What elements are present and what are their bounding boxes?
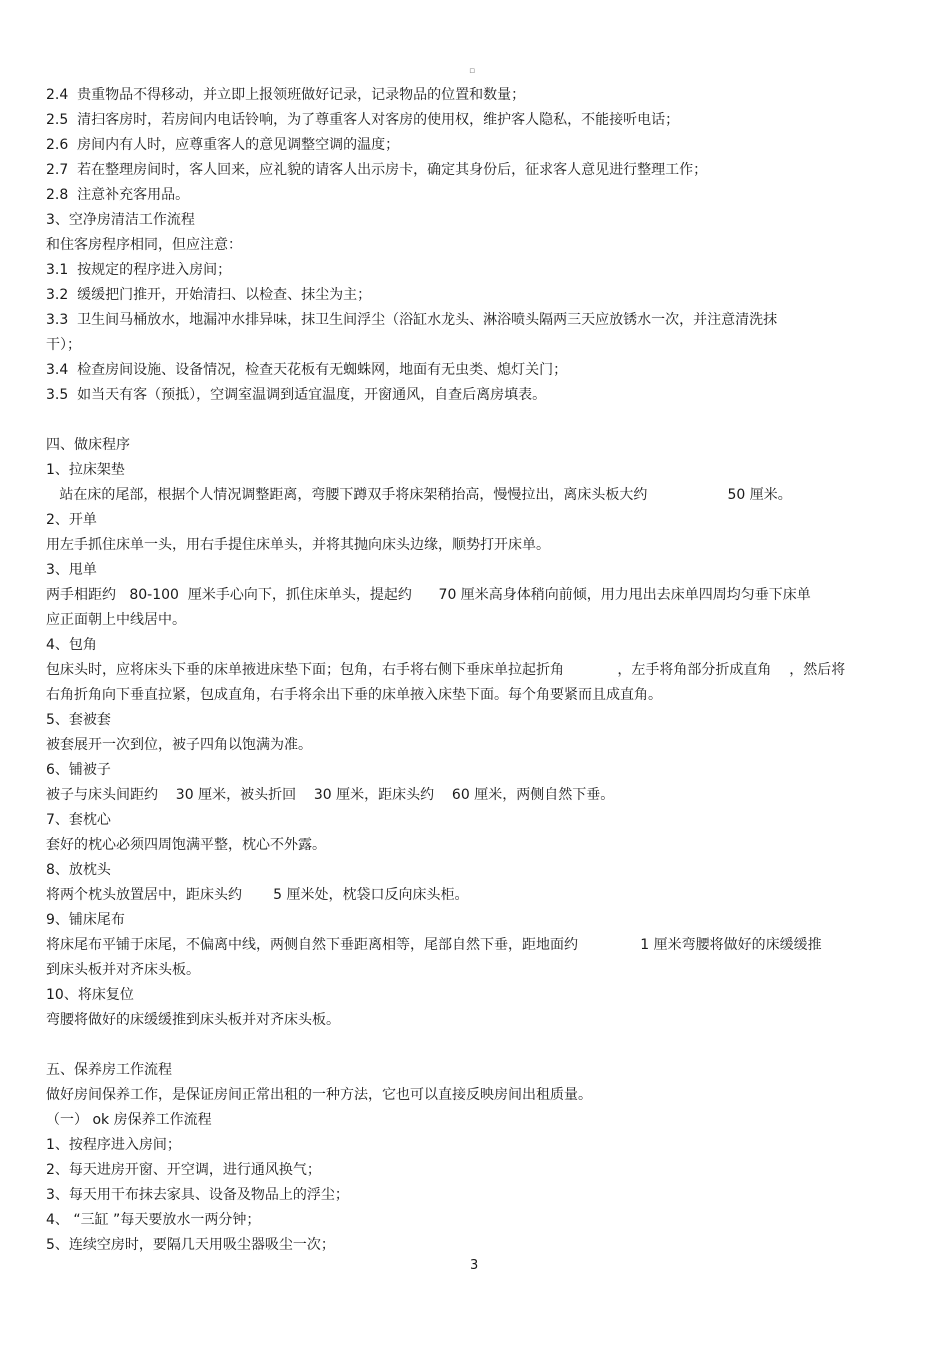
text-line: 四、做床程序 <box>46 437 130 453</box>
text-line: 和住客房程序相同，但应注意： <box>46 237 242 253</box>
text-line: 2.6 房间内有人时，应尊重客人的意见调整空调的温度； <box>46 137 400 153</box>
text-line: 2.4 贵重物品不得移动，并立即上报领班做好记录，记录物品的位置和数量； <box>46 87 526 103</box>
text-line: 干）； <box>46 337 81 353</box>
text-line: 3.5 如当天有客（预抵），空调室温调到适宜温度，开窗通风，自查后离房填表。 <box>46 387 547 403</box>
text-line: 3、每天用干布抹去家具、设备及物品上的浮尘； <box>46 1187 349 1203</box>
header-marker: ▫ <box>469 66 476 76</box>
text-line: 3、空净房清洁工作流程 <box>46 212 195 228</box>
text-line: 5、连续空房时，要隔几天用吸尘器吸尘一次； <box>46 1237 335 1253</box>
text-line: 10、将床复位 <box>46 987 134 1003</box>
text-line: 5、套被套 <box>46 712 111 728</box>
text-line: 包床头时，应将床头下垂的床单掖进床垫下面；包角，右手将右侧下垂床单拉起折角 ，左手将角部分折成直角 ，然后将 <box>46 662 846 678</box>
text-line: 1、按程序进入房间； <box>46 1137 181 1153</box>
text-line: 2、开单 <box>46 512 97 528</box>
text-line: 3、甩单 <box>46 562 97 578</box>
text-line: 被套展开一次到位，被子四角以饱满为准。 <box>46 737 312 753</box>
text-line: 7、套枕心 <box>46 812 111 828</box>
text-line: 4、 “三缸 ”每天要放水一两分钟； <box>46 1212 261 1228</box>
text-line: 到床头板并对齐床头板。 <box>46 962 200 978</box>
text-line: （一） ok 房保养工作流程 <box>46 1112 212 1128</box>
text-line: 9、铺床尾布 <box>46 912 125 928</box>
text-line: 将两个枕头放置居中，距床头约 5 厘米处，枕袋口反向床头柜。 <box>46 887 469 903</box>
text-line: 五、保养房工作流程 <box>46 1062 172 1078</box>
text-line: 被子与床头间距约 30 厘米，被头折回 30 厘米，距床头约 60 厘米，两侧自然下垂。 <box>46 787 615 803</box>
text-line: 两手相距约 80-100 厘米手心向下，抓住床单头，提起约 70 厘米高身体稍向前倾，用力甩出去床单四周均匀垂下床单 <box>46 587 811 603</box>
text-line: 4、包角 <box>46 637 97 653</box>
text-line: 将床尾布平铺于床尾，不偏离中线，两侧自然下垂距离相等，尾部自然下垂，距地面约 1 厘米弯腰将做好的床缓缓推 <box>46 937 822 953</box>
text-line: 3.4 检查房间设施、设备情况，检查天花板有无蜘蛛网，地面有无虫类、熄灯关门； <box>46 362 568 378</box>
page-number: 3 <box>470 1258 479 1273</box>
text-line: 套好的枕心必须四周饱满平整，枕心不外露。 <box>46 837 326 853</box>
text-line: 弯腰将做好的床缓缓推到床头板并对齐床头板。 <box>46 1012 340 1028</box>
text-line: 应正面朝上中线居中。 <box>46 612 186 628</box>
text-line: 8、放枕头 <box>46 862 111 878</box>
text-line: 右角折角向下垂直拉紧，包成直角，右手将余出下垂的床单掖入床垫下面。每个角要紧而且成直角。 <box>46 687 662 703</box>
text-line: 3.3 卫生间马桶放水，地漏冲水排异味，抹卫生间浮尘（浴缸水龙头、淋浴喷头隔两三天应放锈水一次，并注意清洗抹 <box>46 312 778 328</box>
text-line: 6、铺被子 <box>46 762 111 778</box>
text-line: 2.7 若在整理房间时，客人回来，应礼貌的请客人出示房卡，确定其身份后，征求客人意见进行整理工作； <box>46 162 708 178</box>
text-line: 1、拉床架垫 <box>46 462 125 478</box>
text-line: 站在床的尾部，根据个人情况调整距离，弯腰下蹲双手将床架稍抬高，慢慢拉出，离床头板大约 50 厘米。 <box>46 487 792 503</box>
text-line: 2、每天进房开窗、开空调，进行通风换气； <box>46 1162 321 1178</box>
text-line: 3.2 缓缓把门推开，开始清扫、以检查、抹尘为主； <box>46 287 372 303</box>
text-line: 3.1 按规定的程序进入房间； <box>46 262 232 278</box>
text-line: 做好房间保养工作，是保证房间正常出租的一种方法，它也可以直接反映房间出租质量。 <box>46 1087 592 1103</box>
text-line: 用左手抓住床单一头，用右手提住床单头，并将其抛向床头边缘，顺势打开床单。 <box>46 537 550 553</box>
text-line: 2.8 注意补充客用品。 <box>46 187 190 203</box>
text-line: 2.5 清扫客房时，若房间内电话铃响，为了尊重客人对客房的使用权，维护客人隐私，不能接听电话； <box>46 112 680 128</box>
